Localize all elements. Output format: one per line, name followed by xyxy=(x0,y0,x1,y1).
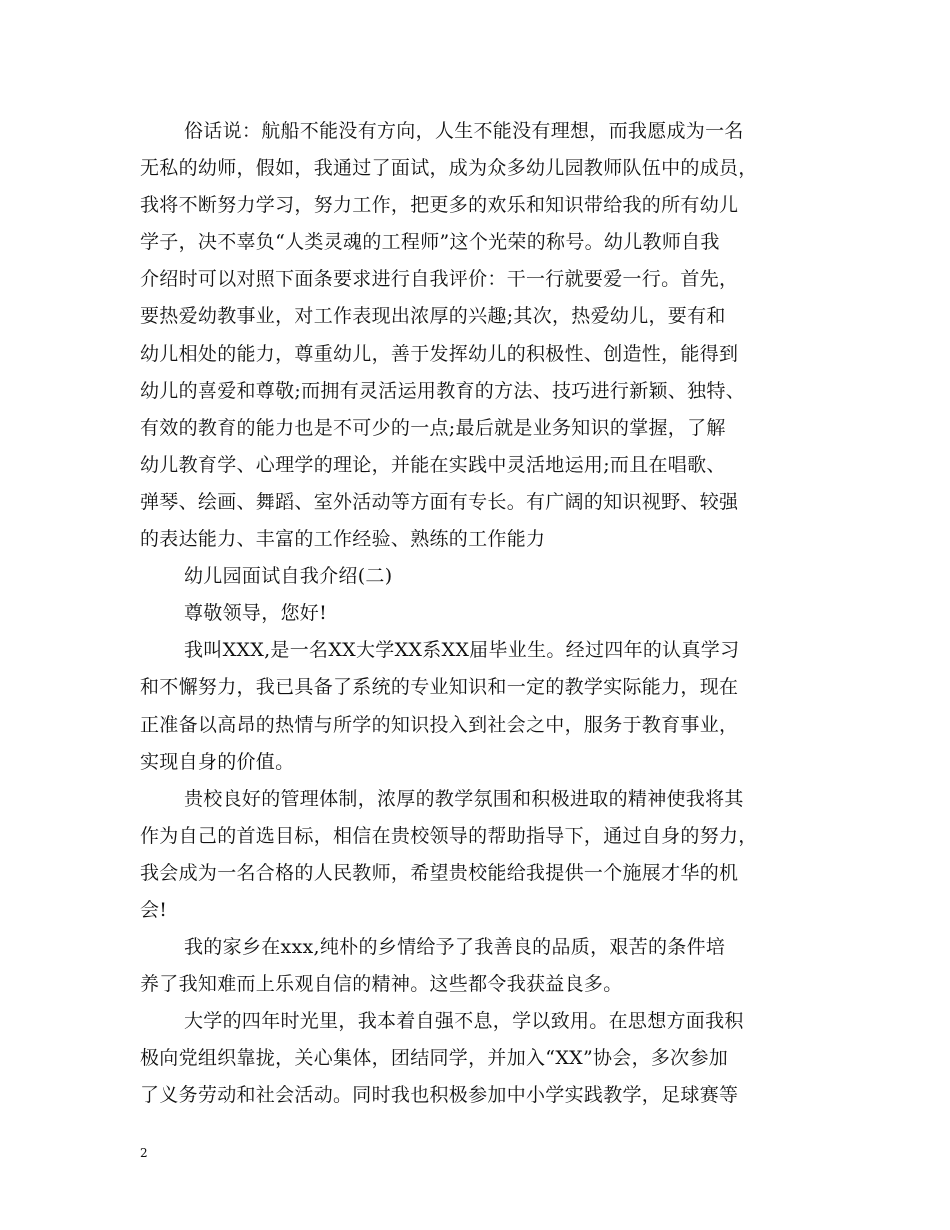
text-line: 养了我知难而上乐观自信的精神。这些都令我获益良多。 xyxy=(140,973,623,996)
text-line: 会! xyxy=(140,898,168,921)
text-line: 大学的四年时光里，我本着自强不息，学以致用。在思想方面我积 xyxy=(184,1010,744,1033)
text-line: 我会成为一名合格的人民教师，希望贵校能给我提供一个施展才华的机 xyxy=(140,861,739,884)
text-line: 我的家乡在xxx,纯朴的乡情给予了我善良的品质，艰苦的条件培 xyxy=(184,936,726,959)
text-line: 要热爱幼教事业，对工作表现出浓厚的兴趣;其次，热爱幼儿，要有和 xyxy=(140,305,726,328)
text-line: 幼儿园面试自我介绍(二) xyxy=(184,565,393,588)
text-line: 介绍时可以对照下面条要求进行自我评价：干一行就要爱一行。首先， xyxy=(140,268,739,291)
document-body xyxy=(140,113,830,1115)
text-line: 我叫XXX,是一名XX大学XX系XX届毕业生。经过四年的认真学习 xyxy=(184,639,740,662)
text-line: 和不懈努力，我已具备了系统的专业知识和一定的教学实际能力，现在 xyxy=(140,676,739,699)
text-line: 俗话说：航船不能没有方向，人生不能没有理想，而我愿成为一名 xyxy=(184,120,744,142)
text-line: 无私的幼师，假如，我通过了面试，成为众多幼儿园教师队伍中的成员， xyxy=(140,157,758,180)
text-line: 幼儿教育学、心理学的理论，并能在实践中灵活地运用;而且在唱歌、 xyxy=(140,453,726,476)
text-line: 幼儿相处的能力，尊重幼儿，善于发挥幼儿的积极性、创造性，能得到 xyxy=(140,342,739,365)
text-line: 弹琴、绘画、舞蹈、室外活动等方面有专长。有广阔的知识视野、较强 xyxy=(140,490,739,513)
text-line: 正准备以高昂的热情与所学的知识投入到社会之中，服务于教育事业， xyxy=(140,713,739,736)
text-line: 极向党组织靠拢，关心集体，团结同学，并加入“XX”协会，多次参加 xyxy=(140,1047,729,1070)
text-line: 作为自己的首选目标，相信在贵校领导的帮助指导下，通过自身的努力， xyxy=(140,824,758,847)
text-line: 尊敬领导，您好! xyxy=(184,602,328,625)
text-line: 幼儿的喜爱和尊敬;而拥有灵活运用教育的方法、技巧进行新颖、独特、 xyxy=(140,379,746,402)
text-line: 了义务劳动和社会活动。同时我也积极参加中小学实践教学，足球赛等 xyxy=(140,1084,739,1107)
text-line: 有效的教育的能力也是不可少的一点;最后就是业务知识的掌握，了解 xyxy=(140,416,726,439)
text-line: 我将不断努力学习，努力工作，把更多的欢乐和知识带给我的所有幼儿 xyxy=(140,194,739,217)
text-line: 学子，决不辜负“人类灵魂的工程师”这个光荣的称号。幼儿教师自我 xyxy=(140,231,720,254)
text-line: 的表达能力、丰富的工作经验、熟练的工作能力 xyxy=(140,528,546,551)
page-number: 2 xyxy=(140,1146,148,1160)
text-line: 贵校良好的管理体制，浓厚的教学氛围和积极进取的精神使我将其 xyxy=(184,787,744,810)
text-line: 实现自身的价值。 xyxy=(140,750,295,773)
